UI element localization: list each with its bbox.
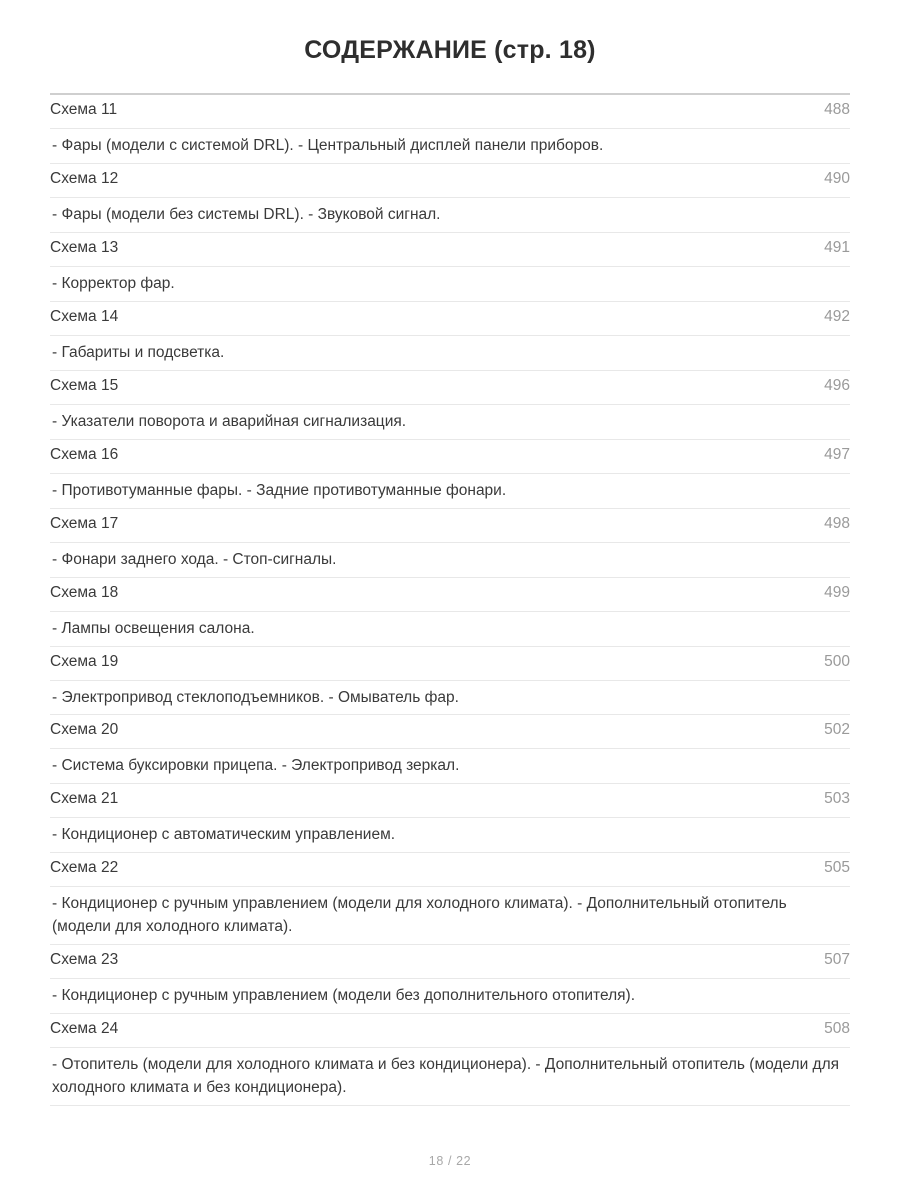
toc-entry-description: - Противотуманные фары. - Задние противотуманные фонари.	[52, 481, 507, 499]
toc-entry-label: Схема 18	[50, 583, 119, 601]
toc-entry-description: - Система буксировки прицепа. - Электропривод зеркал.	[52, 757, 460, 775]
toc-entry-row[interactable]	[50, 509, 850, 543]
toc-entry-description: - Кондиционер с ручным управлением (модели без дополнительного отопителя).	[52, 987, 635, 1005]
toc-entry-description: - Габариты и подсветка.	[52, 343, 225, 361]
toc-entry-label: Схема 21	[50, 790, 119, 808]
toc-entry-page-number: 502	[824, 721, 850, 739]
toc-entry-description: - Лампы освещения салона.	[52, 619, 255, 637]
toc-entry-page-number: 496	[824, 376, 850, 394]
toc-entry-page-number: 490	[824, 169, 850, 187]
toc-entry-description: - Указатели поворота и аварийная сигнализация.	[52, 412, 407, 430]
toc-entry-description-row	[50, 818, 850, 853]
toc-entry-description: - Фары (модели с системой DRL). - Центральный дисплей панели приборов.	[52, 137, 604, 154]
toc-entry-label: Схема 13	[50, 238, 119, 256]
toc-entry-description-row	[50, 129, 850, 164]
toc-entry-row[interactable]	[50, 945, 850, 979]
toc-entry-row[interactable]	[50, 233, 850, 267]
toc-entry-label: Схема 12	[50, 169, 119, 187]
toc-entry-description: - Электропривод стеклоподъемников. - Омыватель фар.	[52, 688, 459, 706]
toc-entry-row[interactable]	[50, 440, 850, 474]
toc-entry-description-row	[50, 267, 850, 302]
toc-entry-row[interactable]	[50, 853, 850, 887]
toc-entry-description-row	[50, 336, 850, 371]
toc-entry-row[interactable]	[50, 647, 850, 681]
toc-entry-page-number: 492	[824, 307, 850, 325]
toc-entry-description: - Корректор фар.	[52, 274, 175, 292]
toc-entry-description-row	[50, 887, 850, 945]
toc-entry-row[interactable]	[50, 1014, 850, 1048]
toc-entry-description-row	[50, 979, 850, 1014]
toc-entry-label: Схема 22	[50, 859, 119, 877]
toc-entry-page-number: 497	[824, 445, 850, 463]
toc-entry-row[interactable]	[50, 784, 850, 818]
toc-entry-page-number: 505	[824, 859, 850, 877]
table-of-contents	[50, 95, 850, 1106]
toc-entry-description: - Кондиционер с ручным управлением (модели для холодного климата). - Дополнительный отопитель (модели для холодного климата).	[52, 895, 787, 936]
toc-entry-row[interactable]	[50, 302, 850, 336]
toc-entry-description-row	[50, 749, 850, 784]
toc-entry-description-row	[50, 405, 850, 440]
toc-entry-description-row	[50, 1048, 850, 1106]
toc-entry-page-number: 498	[824, 514, 850, 532]
toc-entry-page-number: 507	[824, 951, 850, 969]
page-footer: 18 / 22	[428, 1154, 472, 1168]
toc-entry-label: Схема 15	[50, 376, 119, 394]
toc-entry-description: - Фонари заднего хода. - Стоп-сигналы.	[52, 550, 337, 568]
toc-entry-label: Схема 19	[50, 652, 119, 670]
toc-entry-row[interactable]	[50, 578, 850, 612]
toc-entry-page-number: 499	[824, 583, 850, 601]
toc-entry-page-number: 488	[824, 101, 850, 118]
toc-entry-description-row	[50, 681, 850, 716]
toc-entry-row[interactable]	[50, 715, 850, 749]
toc-entry-page-number: 500	[824, 652, 850, 670]
toc-entry-page-number: 508	[824, 1020, 850, 1038]
toc-entry-label: Схема 23	[50, 951, 119, 969]
toc-entry-description: - Отопитель (модели для холодного климата и без кондиционера). - Дополнительный отопитель (модели для холодного климата и без кондиционера).	[52, 1056, 840, 1097]
toc-entry-row[interactable]	[50, 371, 850, 405]
toc-entry-label: Схема 17	[50, 514, 119, 532]
toc-entry-description: - Фары (модели без системы DRL). - Звуковой сигнал.	[52, 205, 441, 223]
toc-entry-page-number: 503	[824, 790, 850, 808]
toc-entry-description-row	[50, 543, 850, 578]
toc-entry-description-row	[50, 474, 850, 509]
toc-entry-description-row	[50, 198, 850, 233]
toc-entry-label: Схема 24	[50, 1020, 119, 1038]
toc-entry-row[interactable]	[50, 164, 850, 198]
toc-entry-page-number: 491	[824, 238, 850, 256]
toc-entry-label: Схема 20	[50, 721, 119, 739]
toc-entry-description-row	[50, 612, 850, 647]
toc-entry-label: Схема 16	[50, 445, 119, 463]
toc-entry-label: Схема 11	[50, 101, 118, 118]
toc-entry-row[interactable]	[50, 95, 850, 129]
page-title: СОДЕРЖАНИЕ (стр. 18)	[304, 36, 596, 64]
toc-entry-label: Схема 14	[50, 307, 119, 325]
toc-entry-description: - Кондиционер с автоматическим управлением.	[52, 826, 396, 844]
